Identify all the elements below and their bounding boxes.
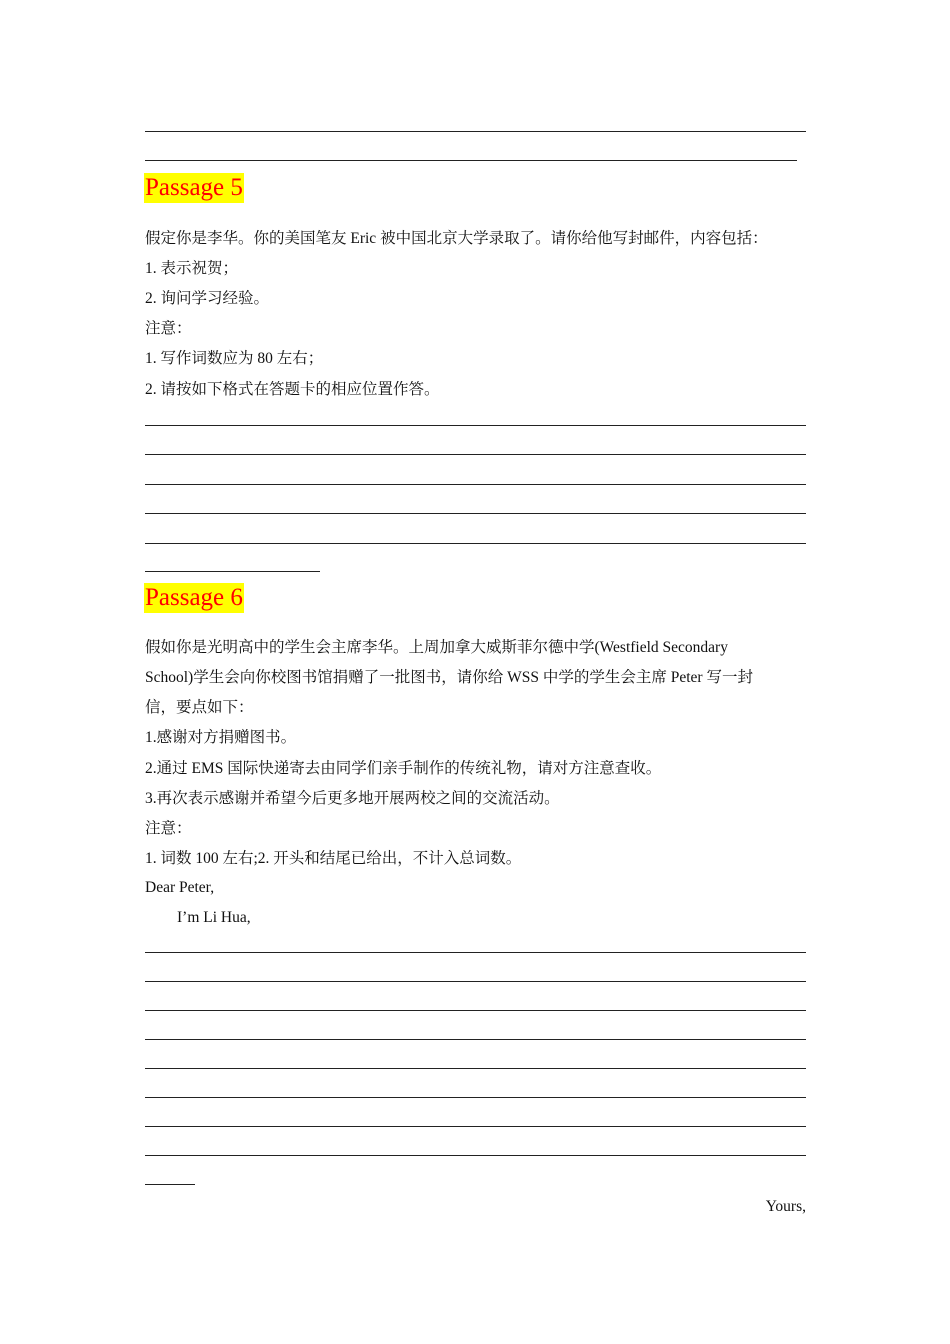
answer-line xyxy=(145,981,806,982)
passage-6-heading: Passage 6 xyxy=(145,584,243,611)
passage-6-line: 1. 词数 100 左右;2. 开头和结尾已给出，不计入总词数。 xyxy=(145,850,522,867)
passage-5-line: 注意： xyxy=(145,320,192,337)
passage-6-line: 信，要点如下： xyxy=(145,699,254,716)
passage-6-line: School)学生会向你校图书馆捐赠了一批图书，请你给 WSS 中学的学生会主席 Peter 写一封 xyxy=(145,669,753,686)
passage-5-line: 假定你是李华。你的美国笔友 Eric 被中国北京大学录取了。请你给他写封邮件，内容包括： xyxy=(145,230,768,247)
answer-line xyxy=(145,1126,806,1127)
passage-5-heading: Passage 5 xyxy=(145,174,243,201)
answer-line xyxy=(145,952,806,953)
passage-6-line: 2.通过 EMS 国际快递寄去由同学们亲手制作的传统礼物，请对方注意查收。 xyxy=(145,760,662,777)
answer-line xyxy=(145,160,797,161)
letter-closing: Yours, xyxy=(765,1198,806,1215)
passage-6-line: 假如你是光明高中的学生会主席李华。上周加拿大威斯菲尔德中学(Westfield Secondary xyxy=(145,639,728,656)
passage-6-line: 注意： xyxy=(145,820,192,837)
answer-line xyxy=(145,1155,806,1156)
answer-line xyxy=(145,454,806,455)
passage-5-line: 2. 请按如下格式在答题卡的相应位置作答。 xyxy=(145,381,440,398)
answer-line xyxy=(145,513,806,514)
passage-5-line: 2. 询问学习经验。 xyxy=(145,290,270,307)
passage-5-line: 1. 表示祝贺； xyxy=(145,260,239,277)
answer-line xyxy=(145,425,806,426)
answer-line xyxy=(145,1184,195,1185)
answer-line xyxy=(145,1010,806,1011)
answer-line xyxy=(145,1039,806,1040)
answer-line xyxy=(145,571,320,572)
answer-line xyxy=(145,1068,806,1069)
passage-6-line: 1.感谢对方捐赠图书。 xyxy=(145,729,297,746)
answer-line xyxy=(145,484,806,485)
answer-line xyxy=(145,1097,806,1098)
answer-line xyxy=(145,131,806,132)
passage-5-line: 1. 写作词数应为 80 左右； xyxy=(145,350,324,367)
passage-6-line: 3.再次表示感谢并希望今后更多地开展两校之间的交流活动。 xyxy=(145,790,560,807)
answer-line xyxy=(145,543,806,544)
letter-opening: I’m Li Hua, xyxy=(177,909,251,926)
letter-greeting: Dear Peter, xyxy=(145,879,215,896)
